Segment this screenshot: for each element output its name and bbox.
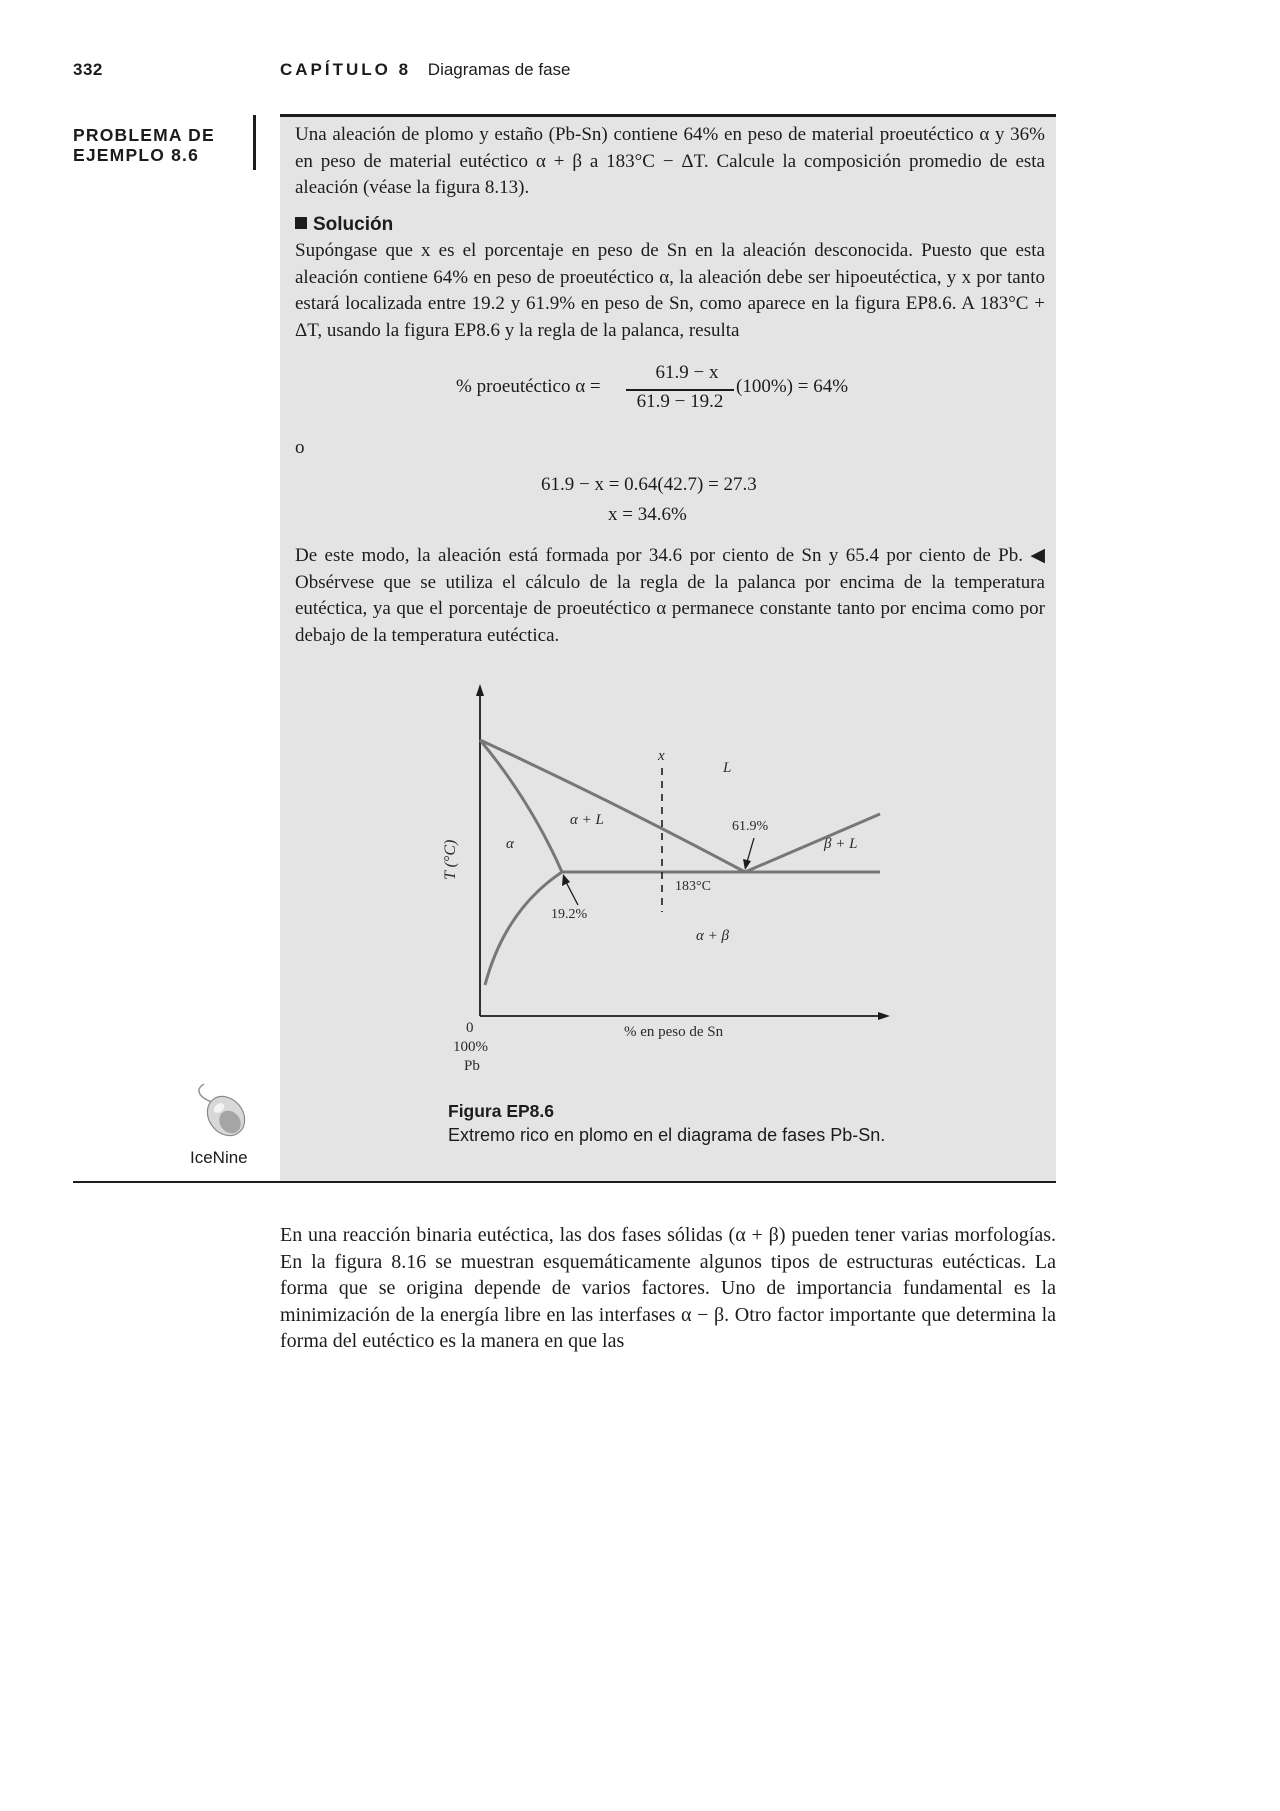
region-label-alpha: α (506, 836, 514, 852)
conclusion-text: De este modo, la aleación está formada por 34.6 por ciento de Sn y 65.4 por ciento de Pb. ◀ Obsérvese que se utiliza el cálculo de la regla de la palanca por encima de la temperatura eutéctica, ya que el porcentaje de proeutéctico α permanece constante tanto por encima como por debajo de la temperatura eutéctica. (295, 545, 1045, 646)
x-origin-label-percent: 100% (453, 1039, 488, 1055)
example-bottom-rule (73, 1181, 1056, 1183)
eutectic-temperature-label: 183°C (675, 879, 711, 894)
example-label-line2: EJEMPLO 8.6 (73, 145, 200, 165)
solvus-curve (485, 872, 562, 985)
liquidus-alpha-curve (480, 740, 745, 872)
watermark-text: IceNine (190, 1148, 248, 1167)
region-label-alpha-beta: α + β (696, 928, 729, 944)
region-label-beta-liquid: β + L (824, 836, 858, 852)
equation-denominator: 61.9 − 19.2 (636, 391, 724, 412)
example-label (73, 125, 215, 165)
example-label-line1: PROBLEMA DE (73, 125, 215, 145)
y-axis-arrow-icon (476, 684, 484, 696)
chapter-label: CAPÍTULO 8 (280, 60, 412, 79)
equation-lhs: % proeutéctico α = (456, 376, 601, 397)
example-top-rule (280, 114, 1056, 117)
problem-statement: Una aleación de plomo y estaño (Pb-Sn) contiene 64% en peso de material proeutéctico α y 36% en peso de material eutéctico α + β a 183°C − ΔT. Calcule la composición promedio de esta aleación (véase la figura 8.13). (295, 124, 1045, 198)
x-axis-arrow-icon (878, 1012, 890, 1020)
eutectic-arrow-line (747, 838, 754, 862)
equation-rhs: (100%) = 64% (736, 376, 849, 397)
solubility-label: 19.2% (551, 907, 588, 922)
equation-2: 61.9 − x = 0.64(42.7) = 27.3 (541, 474, 757, 495)
figure-title: Figura EP8.6 (448, 1101, 555, 1121)
solution-text: Supóngase que x es el porcentaje en peso de Sn en la aleación desconocida. Puesto que esta aleación contiene 64% en peso de proeutéctico α, la aleación debe ser hipoeutéctica, y x por tanto estará localizada entre 19.2 y 61.9% en peso de Sn, como aparece en la figura EP8.6. A 183°C + ΔT, usando la figura EP8.6 y la regla de la palanca, resulta (295, 240, 1045, 341)
figure-caption: Extremo rico en plomo en el diagrama de fases Pb-Sn. (448, 1125, 886, 1145)
running-head (280, 60, 570, 80)
body-paragraph: En una reacción binaria eutéctica, las dos fases sólidas (α + β) pueden tener varias morfologías. En la figura 8.16 se muestran esquemáticamente algunos tipos de estructuras eutécticas. La forma que se origina depende de varios factores. Uno de importancia fundamental es la minimización de la energía libre en las interfases α − β. Otro factor importante que determina la forma del eutéctico es la manera en que las (280, 1224, 1056, 1352)
solution-heading-text: Solución (313, 214, 394, 235)
eutectic-composition-label: 61.9% (732, 819, 769, 834)
equation-3: x = 34.6% (608, 504, 687, 525)
computer-mouse-icon (192, 1080, 252, 1142)
example-label-rule (253, 115, 256, 170)
x-origin-label-zero: 0 (466, 1020, 474, 1036)
equation-numerator: 61.9 − x (655, 362, 719, 383)
x-axis-label: % en peso de Sn (624, 1024, 724, 1040)
or-word: o (295, 437, 305, 458)
solubility-arrow-icon (562, 874, 570, 886)
y-axis-label: T (°C) (442, 839, 459, 880)
region-label-alpha-liquid: α + L (570, 812, 604, 828)
region-label-liquid: L (723, 760, 732, 776)
square-bullet-icon (295, 217, 307, 229)
solubility-arrow-line (566, 882, 578, 905)
chapter-title: Diagramas de fase (427, 60, 571, 79)
page-number: 332 (73, 60, 103, 79)
phase-diagram (420, 680, 920, 1100)
solution-heading (295, 214, 393, 236)
composition-x-label: x (658, 748, 665, 764)
x-origin-label-pb: Pb (464, 1058, 480, 1074)
